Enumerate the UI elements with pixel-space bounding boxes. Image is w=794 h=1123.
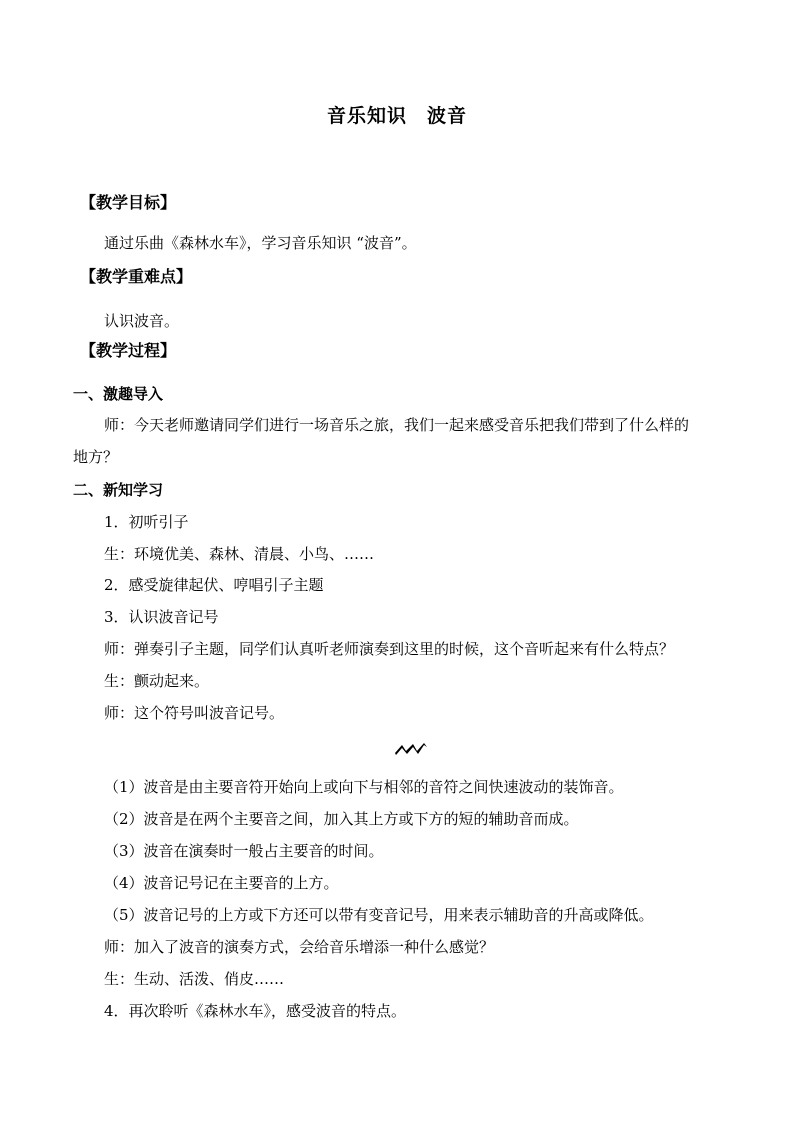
part2-item3: 3．认识波音记号 (104, 608, 219, 626)
note-item: （4）波音记号记在主要音的上方。 (104, 874, 339, 892)
note-item: （3）波音在演奏时一般占主要音的时间。 (104, 842, 384, 860)
key-text: 认识波音。 (104, 312, 180, 330)
part2-item1: 1．初听引子 (104, 513, 189, 531)
part1-heading: 一、激趣导入 (73, 385, 164, 403)
part2-student-answer-2: 生：生动、活泼、俏皮…… (104, 970, 285, 988)
part1-line2: 地方？ (73, 448, 119, 466)
note-item: （5）波音记号的上方或下方还可以带有变音记号，用来表示辅助音的升高或降低。 (104, 906, 654, 924)
part2-teacher-statement: 师：这个符号叫波音记号。 (104, 704, 285, 722)
part2-heading: 二、新知学习 (73, 481, 164, 499)
note-item: （1）波音是由主要音符开始向上或向下与相邻的音符之间快速波动的装饰音。 (104, 778, 624, 796)
page-title: 音乐知识 波音 (326, 105, 467, 127)
part2-teacher-question: 师：弹奏引子主题，同学们认真听老师演奏到这里的时候，这个音听起来有什么特点？ (104, 640, 675, 658)
part2-teacher-question-2: 师：加入了波音的演奏方式，会给音乐增添一种什么感觉？ (104, 938, 495, 956)
note-item: （2）波音是在两个主要音之间，加入其上方或下方的短的辅助音而成。 (104, 810, 579, 828)
mordent-symbol-icon (394, 741, 428, 757)
goal-text: 通过乐曲《森林水车》，学习音乐知识 “波音”。 (104, 234, 417, 252)
part2-student-answer: 生：颤动起来。 (104, 672, 210, 690)
part2-item2: 2．感受旋律起伏、哼唱引子主题 (104, 576, 324, 594)
process-heading: 【教学过程】 (80, 341, 177, 360)
part2-item4: 4．再次聆听《森林水车》，感受波音的特点。 (104, 1002, 407, 1020)
part1-line1: 师：今天老师邀请同学们进行一场音乐之旅，我们一起来感受音乐把我们带到了什么样的 (104, 416, 690, 434)
part2-item1-answer: 生：环境优美、森林、清晨、小鸟、…… (104, 545, 375, 563)
key-heading: 【教学重难点】 (80, 267, 193, 286)
goal-heading: 【教学目标】 (80, 193, 177, 212)
